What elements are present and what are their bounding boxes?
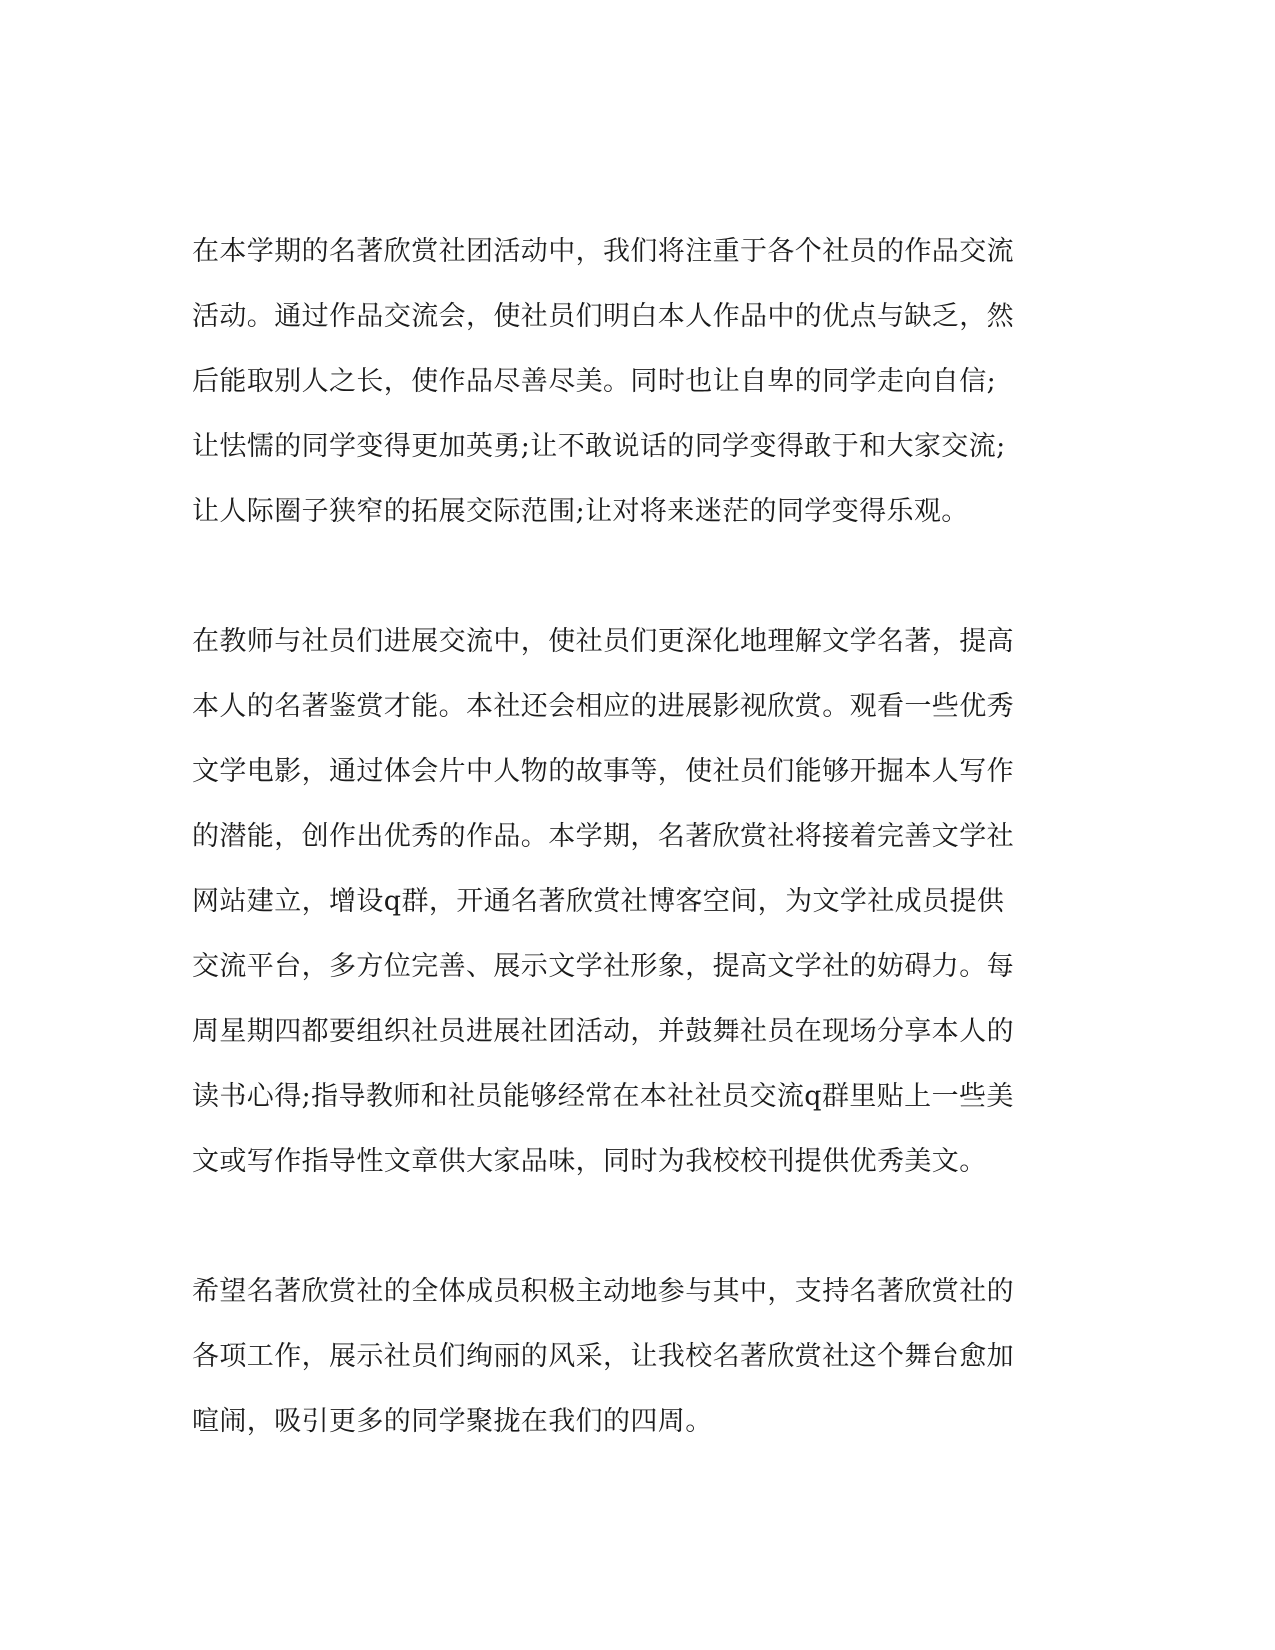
text-line: 希望名著欣赏社的全体成员积极主动地参与其中，支持名著欣赏社的 <box>192 1276 1014 1307</box>
text-line: 周星期四都要组织社员进展社团活动，并鼓舞社员在现场分享本人的 <box>192 1016 1014 1047</box>
text-line: 在教师与社员们进展交流中，使社员们更深化地理解文学名著，提高 <box>192 626 1014 657</box>
text-line: 读书心得;指导教师和社员能够经常在本社社员交流q群里贴上一些美 <box>192 1081 1014 1112</box>
text-line: 活动。通过作品交流会，使社员们明白本人作品中的优点与缺乏，然 <box>192 301 1014 332</box>
text-line: 交流平台，多方位完善、展示文学社形象，提高文学社的妨碍力。每 <box>192 951 1014 982</box>
paragraph-1 <box>192 219 1072 544</box>
text-line: 后能取别人之长，使作品尽善尽美。同时也让自卑的同学走向自信; <box>192 366 997 397</box>
text-line: 文或写作指导性文章供大家品味，同时为我校校刊提供优秀美文。 <box>192 1146 987 1177</box>
text-line: 各项工作，展示社员们绚丽的风采，让我校名著欣赏社这个舞台愈加 <box>192 1341 1014 1372</box>
text-line: 在本学期的名著欣赏社团活动中，我们将注重于各个社员的作品交流 <box>192 236 1014 267</box>
text-line: 喧闹，吸引更多的同学聚拢在我们的四周。 <box>192 1406 713 1437</box>
text-line: 网站建立，增设q群，开通名著欣赏社博客空间，为文学社成员提供 <box>192 886 1005 917</box>
text-line: 的潜能，创作出优秀的作品。本学期，名著欣赏社将接着完善文学社 <box>192 821 1014 852</box>
paragraph-2 <box>192 609 1072 1194</box>
text-line: 让人际圈子狭窄的拓展交际范围;让对将来迷茫的同学变得乐观。 <box>192 496 969 527</box>
text-line: 本人的名著鉴赏才能。本社还会相应的进展影视欣赏。观看一些优秀 <box>192 691 1014 722</box>
paragraph-3 <box>192 1259 1072 1454</box>
text-line: 让怯懦的同学变得更加英勇;让不敢说话的同学变得敢于和大家交流; <box>192 431 1006 462</box>
text-line: 文学电影，通过体会片中人物的故事等，使社员们能够开掘本人写作 <box>192 756 1014 787</box>
